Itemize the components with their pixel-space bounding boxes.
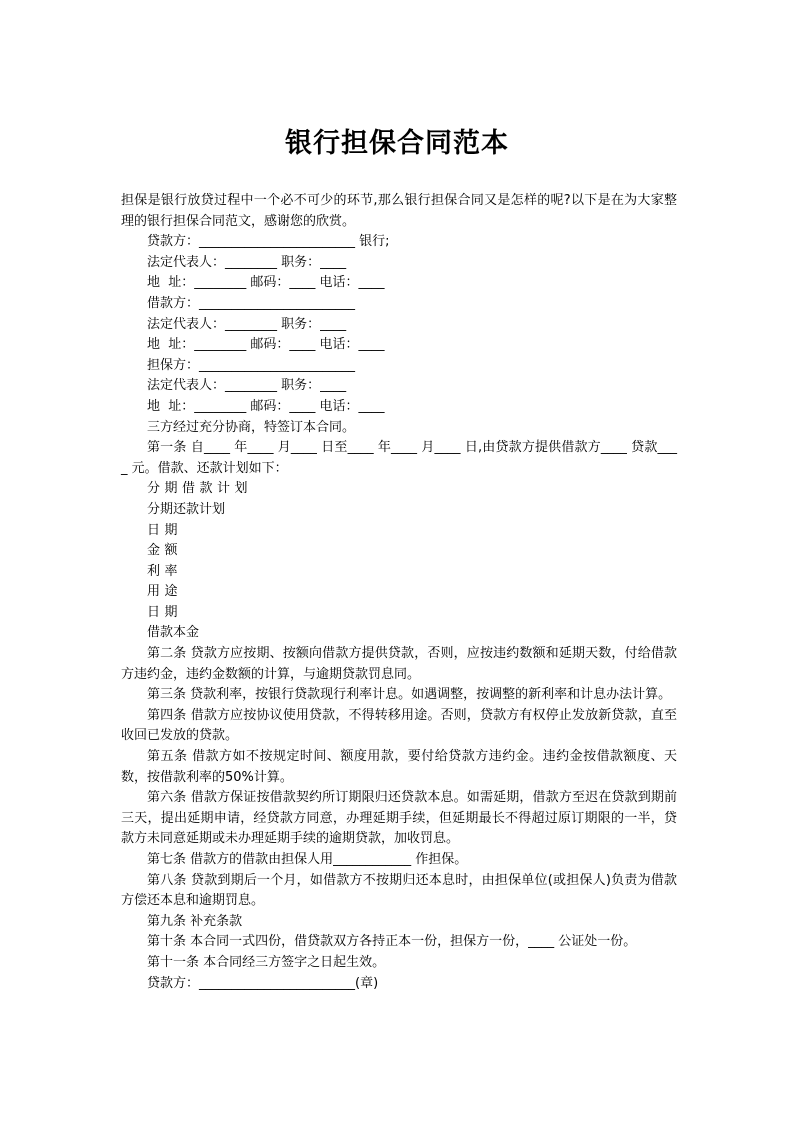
paragraph: 地 址：________ 邮码：____ 电话：____: [147, 398, 385, 414]
paragraph: 第十条 本合同一式四份，借贷款双方各持正本一份，担保方一份，____ 公证处一份。: [147, 934, 637, 950]
paragraph: 金额: [147, 543, 183, 559]
paragraph: 日期: [147, 604, 183, 620]
paragraph: 第二条 贷款方应按期、按额向借款方提供贷款，否则，应按违约数额和延期天数，付给借款方违约金，违约金数额的计算，与逾期贷款罚息同。: [121, 646, 677, 682]
paragraph: 第一条 自____ 年____ 月____ 日至____ 年____ 月____ 日,由贷款方提供借款方____ 贷款____ 元。借款、还款计划如下：: [121, 440, 677, 476]
paragraph: 第十一条 本合同经三方签字之日起生效。: [147, 954, 386, 970]
paragraph: 三方经过充分协商，特签订本合同。: [147, 419, 356, 435]
paragraph: 第九条 补充条款: [147, 913, 243, 929]
paragraph: 用途: [147, 584, 183, 600]
paragraph: 地 址：________ 邮码：____ 电话：____: [147, 337, 385, 353]
paragraph: 贷款方：________________________(章): [147, 975, 379, 991]
paragraph: 第八条 贷款到期后一个月，如借款方不按期归还本息时，由担保单位(或担保人)负责为借款方偿还本息和逾期罚息。: [121, 872, 677, 909]
paragraph: 第五条 借款方如不按规定时间、额度用款，要付给贷款方违约金。违约金按借款额度、天数，按借款利率的50%计算。: [121, 749, 677, 785]
paragraph: 第三条 贷款利率，按银行贷款现行利率计息。如遇调整，按调整的新利率和计息办法计算。: [147, 687, 672, 703]
paragraph: 利率: [147, 563, 183, 579]
document-body: [121, 191, 677, 994]
paragraph: 借款方：________________________: [147, 295, 356, 311]
paragraph: 分期借款计划: [147, 481, 253, 497]
paragraph: 地 址：________ 邮码：____ 电话：____: [147, 275, 385, 291]
paragraph: 第七条 借款方的借款由担保人用____________ 作担保。: [147, 852, 468, 867]
paragraph: 贷款方：________________________ 银行;: [147, 234, 390, 250]
paragraph: 担保是银行放贷过程中一个必不可少的环节,那么银行担保合同又是怎样的呢?以下是在为大家整理的银行担保合同范文，感谢您的欣赏。: [121, 193, 677, 229]
paragraph: 第六条 借款方保证按借款契约所订期限归还贷款本息。如需延期，借款方至迟在贷款到期前三天，提出延期申请，经贷款方同意，办理延期手续，但延期最长不得超过原订期限的一半，贷款方未同意延期或未办理延期手续的逾期贷款，加收罚息。: [121, 790, 677, 847]
paragraph: 分期还款计划: [147, 501, 226, 517]
paragraph: 日期: [147, 522, 183, 538]
page-title: 银行担保合同范本: [285, 128, 509, 159]
paragraph: 担保方：________________________: [147, 357, 356, 373]
paragraph: 法定代表人：________ 职务：____: [147, 254, 347, 270]
paragraph: 第四条 借款方应按协议使用贷款，不得转移用途。否则，贷款方有权停止发放新贷款，直至收回已发放的贷款。: [121, 707, 677, 744]
paragraph: 法定代表人：________ 职务：____: [147, 316, 347, 332]
paragraph: 借款本金: [147, 625, 200, 641]
paragraph: 法定代表人：________ 职务：____: [147, 378, 347, 394]
